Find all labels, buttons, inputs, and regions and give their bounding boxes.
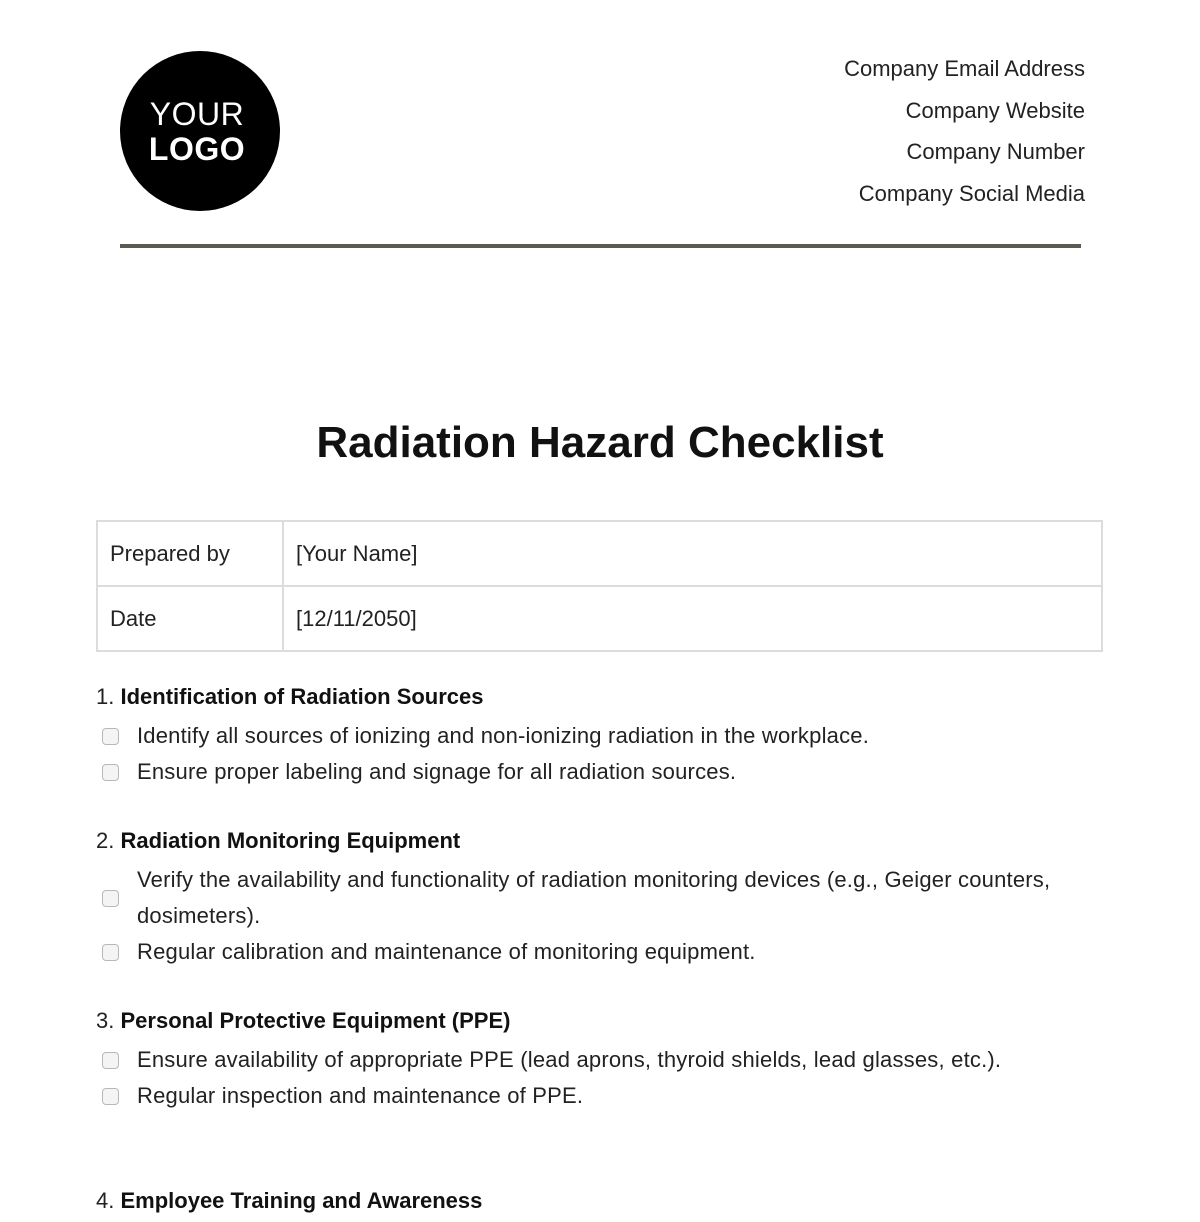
section-heading: [96, 1006, 1096, 1042]
document-title: Radiation Hazard Checklist: [316, 418, 884, 467]
checklist-item-text: Identify all sources of ionizing and non-ionizing radiation in the workplace.: [137, 723, 870, 748]
checklist-item: [96, 934, 1096, 970]
checklist-section-1: [96, 682, 1096, 790]
company-number: Company Number: [906, 139, 1085, 164]
checkbox[interactable]: [102, 944, 119, 961]
checklist-item-text: Regular calibration and maintenance of monitoring equipment.: [137, 939, 756, 964]
checklist-section-2: [96, 826, 1096, 970]
section-title: Radiation Monitoring Equipment: [120, 828, 461, 853]
logo-line-1: YOUR: [149, 95, 245, 132]
date-value[interactable]: [12/11/2050]: [283, 586, 1102, 651]
table-row: [97, 586, 1102, 651]
checklist-item: [96, 754, 1096, 790]
section-number: 1.: [96, 684, 115, 709]
info-table: [96, 520, 1103, 652]
section-title: Personal Protective Equipment (PPE): [120, 1008, 511, 1033]
checklist-section-4: [96, 1186, 1096, 1222]
section-heading: [96, 682, 1096, 718]
company-website: Company Website: [905, 97, 1085, 123]
checklist-item-text: Verify the availability and functionality of radiation monitoring devices (e.g., Geiger counters, dosimeters).: [137, 867, 1051, 928]
section-number: 4.: [96, 1188, 115, 1213]
section-title: Employee Training and Awareness: [120, 1188, 483, 1213]
checklist-item: [96, 718, 1096, 754]
checkbox[interactable]: [102, 890, 119, 907]
company-logo: [120, 51, 280, 211]
checklist-item-text: Ensure proper labeling and signage for all radiation sources.: [137, 759, 737, 784]
checklist-item-text: Ensure availability of appropriate PPE (lead aprons, thyroid shields, lead glasses, etc.).: [137, 1047, 1002, 1072]
checklist-section-3: [96, 1006, 1096, 1114]
checkbox[interactable]: [102, 1088, 119, 1105]
prepared-by-value[interactable]: [Your Name]: [283, 521, 1102, 586]
header-divider: [120, 244, 1081, 248]
section-number: 3.: [96, 1008, 115, 1033]
section-heading: [96, 826, 1096, 862]
table-row: [97, 521, 1102, 586]
checklist-item: [96, 1078, 1096, 1114]
checklist-item-text: Regular inspection and maintenance of PPE.: [137, 1083, 584, 1108]
section-number: 2.: [96, 828, 115, 853]
checkbox[interactable]: [102, 728, 119, 745]
company-contact-block: [844, 54, 1085, 220]
prepared-by-label: Prepared by: [97, 521, 283, 586]
company-email: Company Email Address: [844, 56, 1085, 81]
section-title: Identification of Radiation Sources: [120, 684, 484, 709]
date-label: Date: [97, 586, 283, 651]
company-social-media: Company Social Media: [858, 180, 1085, 206]
checklist-item: [96, 862, 1096, 934]
checkbox[interactable]: [102, 764, 119, 781]
section-heading: [96, 1186, 1096, 1222]
logo-line-2: LOGO: [148, 130, 246, 167]
checkbox[interactable]: [102, 1052, 119, 1069]
checklist-item: [96, 1042, 1096, 1078]
